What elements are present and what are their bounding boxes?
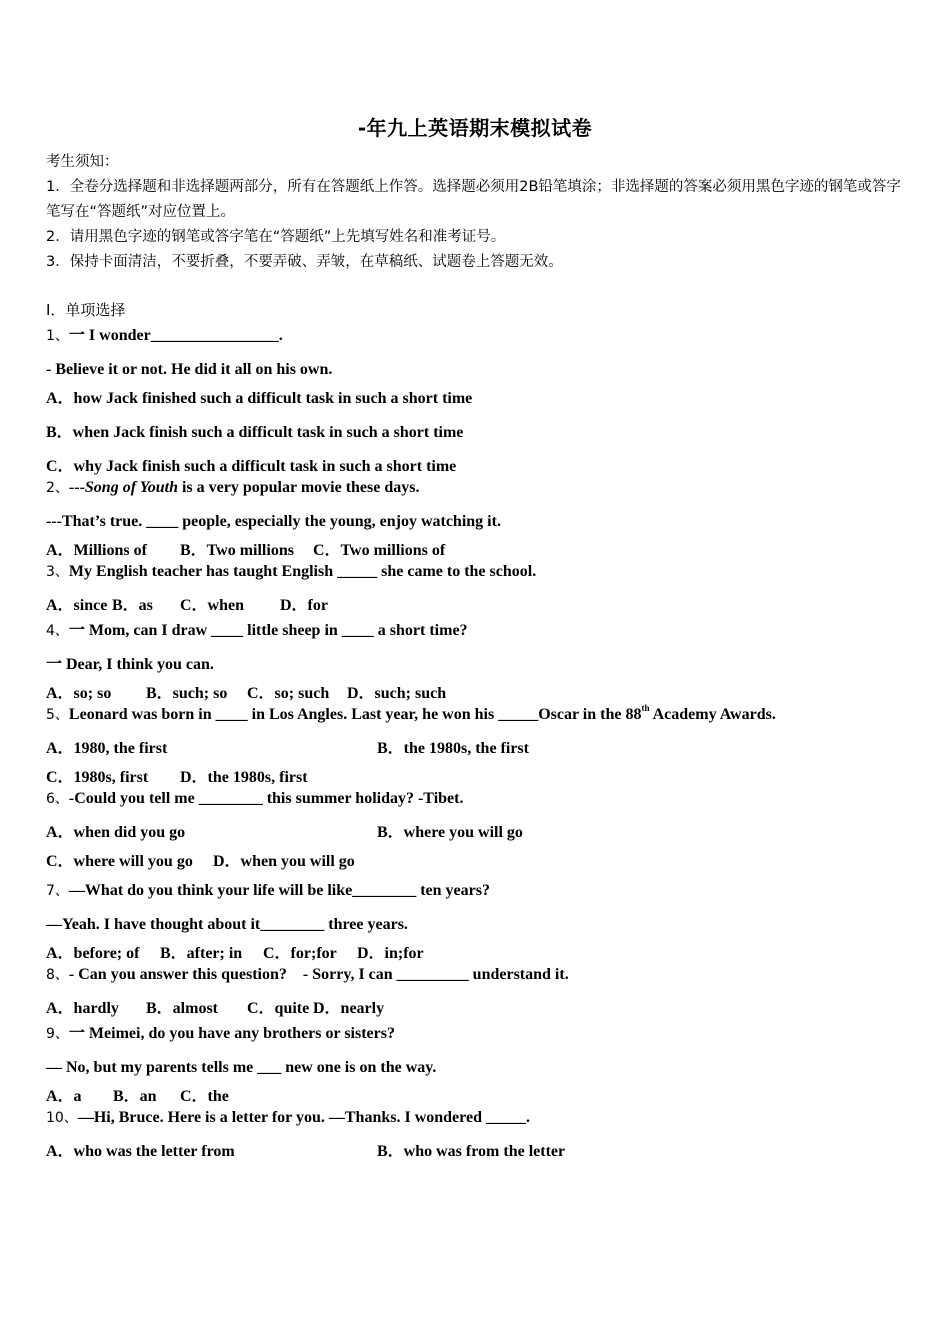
note-item-1: 1．全卷分选择题和非选择题两部分，所有在答题纸上作答。选择题必须用2B铅笔填涂；非选择题的答案必须用黑色字迹的钢笔或答字笔写在“答题纸”对应位置上。 [46, 179, 901, 220]
question-2 [46, 475, 916, 559]
options-row [46, 727, 916, 761]
option-c[interactable]: C．quite [247, 1000, 310, 1017]
question-number: 7、 [46, 883, 69, 899]
option-b[interactable]: B．where you will go [377, 824, 523, 841]
note-item-2: 2．请用黑色字迹的钢笔或答字笔在“答题纸”上先填写姓名和准考证号。 [46, 229, 506, 245]
exam-notes [46, 150, 906, 275]
question-8 [46, 962, 916, 1021]
dialog-line: 一 Dear, I think you can. [46, 656, 214, 673]
notes-heading: 考生须知： [46, 154, 119, 170]
option-b[interactable]: B．an [113, 1088, 157, 1105]
dialog-line: — No, but my parents tells me ___ new one is on the way. [46, 1059, 437, 1076]
page-title: -年九上英语期末模拟试卷 [357, 116, 593, 140]
options-row [46, 677, 916, 702]
question-section [46, 298, 916, 1164]
question-number: 8、 [46, 967, 69, 983]
question-number: 6、 [46, 791, 69, 807]
option-a[interactable]: A．since [46, 597, 108, 614]
option-a[interactable]: A．how Jack finished such a difficult task in such a short time [46, 390, 473, 407]
question-4 [46, 618, 916, 702]
question-5 [46, 702, 916, 786]
option-b[interactable]: B．Two millions [180, 542, 294, 559]
option-a[interactable]: A．1980, the first [46, 740, 168, 757]
option-c[interactable]: C．Two millions of [313, 542, 446, 559]
question-9 [46, 1021, 916, 1105]
question-10 [46, 1105, 916, 1164]
option-a[interactable]: A．Millions of [46, 542, 147, 559]
question-7 [46, 878, 916, 962]
question-stem: 6、-Could you tell me ________ this summer holiday? -Tibet. [46, 790, 464, 807]
option-d[interactable]: D．for [280, 597, 328, 614]
question-number: 9、 [46, 1026, 69, 1042]
option-c[interactable]: C．where will you go [46, 853, 193, 870]
question-6 [46, 786, 916, 878]
question-number: 4、 [46, 623, 69, 639]
dialog-line: —Yeah. I have thought about it________ three years. [46, 916, 408, 933]
dialog-line: ---That’s true. ____ people, especially the young, enjoy watching it. [46, 513, 501, 530]
question-stem: 3、My English teacher has taught English _____ she came to the school. [46, 563, 537, 580]
option-a[interactable]: A．so; so [46, 685, 112, 702]
option-c[interactable]: C．1980s, first [46, 769, 149, 786]
question-number: 2、 [46, 480, 69, 496]
option-c[interactable]: C．the [180, 1088, 229, 1105]
question-number: 5、 [46, 707, 69, 723]
dialog-line: - Believe it or not. He did it all on his own. [46, 361, 333, 378]
question-stem: 7、—What do you think your life will be like________ ten years? [46, 882, 490, 899]
question-number: 1、 [46, 328, 69, 344]
question-3 [46, 559, 916, 618]
question-stem: 4、一 Mom, can I draw ____ little sheep in ____ a short time? [46, 622, 468, 639]
options-row [46, 987, 916, 1021]
option-b[interactable]: B．after; in [160, 945, 243, 962]
option-d[interactable]: D．such; such [347, 685, 447, 702]
option-c[interactable]: C．so; such [247, 685, 330, 702]
options-row [46, 534, 916, 559]
option-b[interactable]: B．as [112, 597, 153, 614]
option-a[interactable]: A．who was the letter from [46, 1143, 235, 1160]
section-heading: Ⅰ．单项选择 [46, 301, 126, 319]
note-item-3: 3．保持卡面清洁，不要折叠，不要弄破、弄皱，在草稿纸、试题卷上答题无效。 [46, 254, 563, 270]
question-stem: 1、一 I wonder________________. [46, 327, 283, 344]
option-c[interactable]: C．why Jack finish such a difficult task in such a short time [46, 458, 457, 475]
question-stem: 2、---Song of Youth is a very popular movie these days. [46, 479, 420, 496]
question-stem: 9、一 Meimei, do you have any brothers or sisters? [46, 1025, 395, 1042]
option-b[interactable]: B．when Jack finish such a difficult task in such a short time [46, 424, 464, 441]
option-d[interactable]: D．when you will go [213, 853, 355, 870]
options-row [46, 1130, 916, 1164]
question-stem: 5、Leonard was born in ____ in Los Angles. Last year, he won his _____Oscar in the 88th Academy Awards. [46, 703, 776, 723]
option-d[interactable]: D．nearly [313, 1000, 385, 1017]
options-row [46, 937, 916, 962]
option-d[interactable]: D．in;for [357, 945, 424, 962]
option-b[interactable]: B．such; so [146, 685, 228, 702]
option-b[interactable]: B．who was from the letter [377, 1143, 566, 1160]
option-b[interactable]: B．the 1980s, the first [377, 740, 529, 757]
options-row [46, 811, 916, 845]
option-d[interactable]: D．the 1980s, first [180, 769, 308, 786]
question-1 [46, 323, 916, 475]
question-number: 3、 [46, 564, 69, 580]
option-c[interactable]: C．when [180, 597, 245, 614]
question-stem: 8、- Can you answer this question? - Sorry, I can _________ understand it. [46, 966, 569, 983]
option-a[interactable]: A．hardly [46, 1000, 119, 1017]
option-c[interactable]: C．for;for [263, 945, 337, 962]
option-b[interactable]: B．almost [146, 1000, 219, 1017]
option-a[interactable]: A．before; of [46, 945, 140, 962]
movie-title: Song of Youth [84, 479, 178, 496]
question-number: 10、 [46, 1110, 78, 1126]
option-a[interactable]: A．when did you go [46, 824, 186, 841]
question-stem: 10、—Hi, Bruce. Here is a letter for you. —Thanks. I wondered _____. [46, 1109, 530, 1126]
options-row [46, 584, 916, 618]
option-a[interactable]: A．a [46, 1088, 82, 1105]
options-row [46, 1080, 916, 1105]
